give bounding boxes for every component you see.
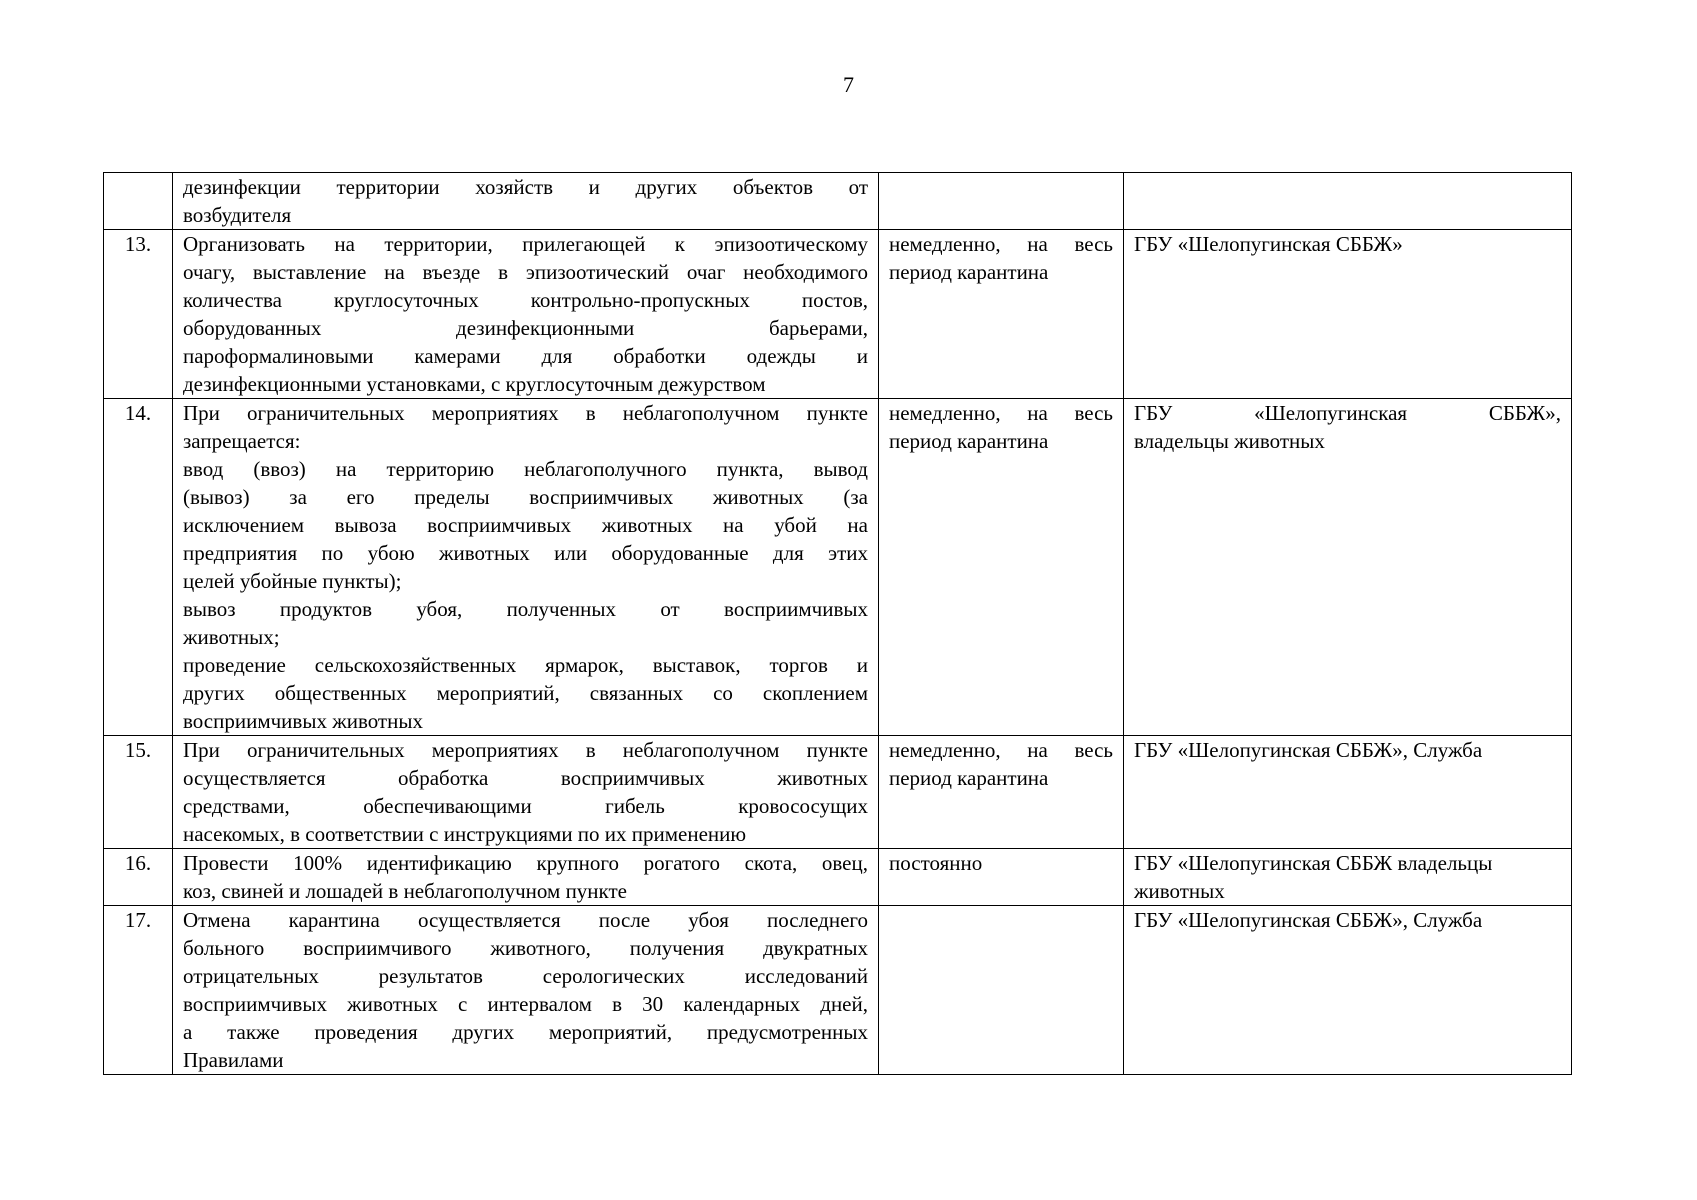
term-line: период карантина xyxy=(889,766,1049,790)
measure-line: животных; xyxy=(183,625,280,649)
responsible-line: владельцы животных xyxy=(1134,429,1325,453)
term-line: немедленно, на весь xyxy=(889,738,1113,762)
responsible-line: ГБУ «Шелопугинская СББЖ», Служба xyxy=(1134,908,1483,932)
measure-cell xyxy=(173,849,879,906)
responsible-cell xyxy=(1124,849,1572,906)
measure-line: других общественных мероприятий, связанных со скоплением xyxy=(183,681,868,705)
term-cell xyxy=(879,173,1124,230)
measure-cell xyxy=(173,173,879,230)
term-cell xyxy=(879,230,1124,399)
row-number-cell: 16. xyxy=(104,849,173,906)
measure-line: осуществляется обработка восприимчивых животных xyxy=(183,766,868,790)
measure-line: средствами, обеспечивающими гибель кровососущих xyxy=(183,794,868,818)
measure-line: При ограничительных мероприятиях в неблагополучном пункте xyxy=(183,401,868,425)
measure-line: восприимчивых животных с интервалом в 30 календарных дней, xyxy=(183,992,868,1016)
measure-line: Провести 100% идентификацию крупного рогатого скота, овец, xyxy=(183,851,868,875)
row-number-cell: 13. xyxy=(104,230,173,399)
measure-line: пароформалиновыми камерами для обработки одежды и xyxy=(183,344,868,368)
measure-line: очагу, выставление на въезде в эпизоотический очаг необходимого xyxy=(183,260,868,284)
measure-line: больного восприимчивого животного, получения двукратных xyxy=(183,936,868,960)
responsible-line: животных xyxy=(1134,879,1225,903)
responsible-cell xyxy=(1124,399,1572,736)
measure-line: проведение сельскохозяйственных ярмарок, выставок, торгов и xyxy=(183,653,868,677)
measure-cell xyxy=(173,230,879,399)
measure-line: Правилами xyxy=(183,1048,284,1072)
measure-cell xyxy=(173,736,879,849)
term-line: период карантина xyxy=(889,260,1049,284)
measure-line: вывоз продуктов убоя, полученных от восприимчивых xyxy=(183,597,868,621)
measure-line: исключением вывоза восприимчивых животных на убой на xyxy=(183,513,868,537)
row-number-cell: 14. xyxy=(104,399,173,736)
measures-table xyxy=(103,172,1572,1075)
measure-line: целей убойные пункты); xyxy=(183,569,402,593)
measure-line: дезинфекции территории хозяйств и других объектов от xyxy=(183,175,868,199)
measure-line: коз, свиней и лошадей в неблагополучном пункте xyxy=(183,879,627,903)
table-row xyxy=(104,399,1572,736)
responsible-line: ГБУ «Шелопугинская СББЖ», Служба xyxy=(1134,738,1483,762)
measure-line: запрещается: xyxy=(183,429,301,453)
measure-line: При ограничительных мероприятиях в неблагополучном пункте xyxy=(183,738,868,762)
measure-line: (вывоз) за его пределы восприимчивых животных (за xyxy=(183,485,868,509)
measure-line: Отмена карантина осуществляется после убоя последнего xyxy=(183,908,868,932)
term-line: немедленно, на весь xyxy=(889,401,1113,425)
responsible-line: ГБУ «Шелопугинская СББЖ» xyxy=(1134,232,1403,256)
measure-line: предприятия по убою животных или оборудованные для этих xyxy=(183,541,868,565)
responsible-cell xyxy=(1124,736,1572,849)
measure-cell xyxy=(173,906,879,1075)
responsible-line: ГБУ «Шелопугинская СББЖ», xyxy=(1134,401,1561,425)
term-cell xyxy=(879,849,1124,906)
measure-line: отрицательных результатов серологических исследований xyxy=(183,964,868,988)
term-line: постоянно xyxy=(889,851,983,875)
term-cell xyxy=(879,399,1124,736)
table-row xyxy=(104,736,1572,849)
table-row xyxy=(104,230,1572,399)
measure-line: дезинфекционными установками, с круглосуточным дежурством xyxy=(183,372,766,396)
measure-line: Организовать на территории, прилегающей к эпизоотическому xyxy=(183,232,868,256)
measure-line: оборудованных дезинфекционными барьерами, xyxy=(183,316,868,340)
row-number-cell: 15. xyxy=(104,736,173,849)
measure-line: насекомых, в соответствии с инструкциями по их применению xyxy=(183,822,747,846)
term-cell xyxy=(879,736,1124,849)
measure-line: количества круглосуточных контрольно-пропускных постов, xyxy=(183,288,868,312)
measure-cell xyxy=(173,399,879,736)
row-number-cell: 17. xyxy=(104,906,173,1075)
responsible-cell xyxy=(1124,906,1572,1075)
table-row xyxy=(104,849,1572,906)
measure-line: возбудителя xyxy=(183,203,292,227)
page-number: 7 xyxy=(843,72,854,97)
measure-line: восприимчивых животных xyxy=(183,709,423,733)
responsible-cell xyxy=(1124,173,1572,230)
table-row xyxy=(104,173,1572,230)
measure-line: а также проведения других мероприятий, предусмотренных xyxy=(183,1020,868,1044)
row-number-cell xyxy=(104,173,173,230)
term-line: период карантина xyxy=(889,429,1049,453)
term-cell xyxy=(879,906,1124,1075)
responsible-cell xyxy=(1124,230,1572,399)
responsible-line: ГБУ «Шелопугинская СББЖ владельцы xyxy=(1134,851,1493,875)
term-line: немедленно, на весь xyxy=(889,232,1113,256)
table-row xyxy=(104,906,1572,1075)
measure-line: ввод (ввоз) на территорию неблагополучного пункта, вывод xyxy=(183,457,868,481)
